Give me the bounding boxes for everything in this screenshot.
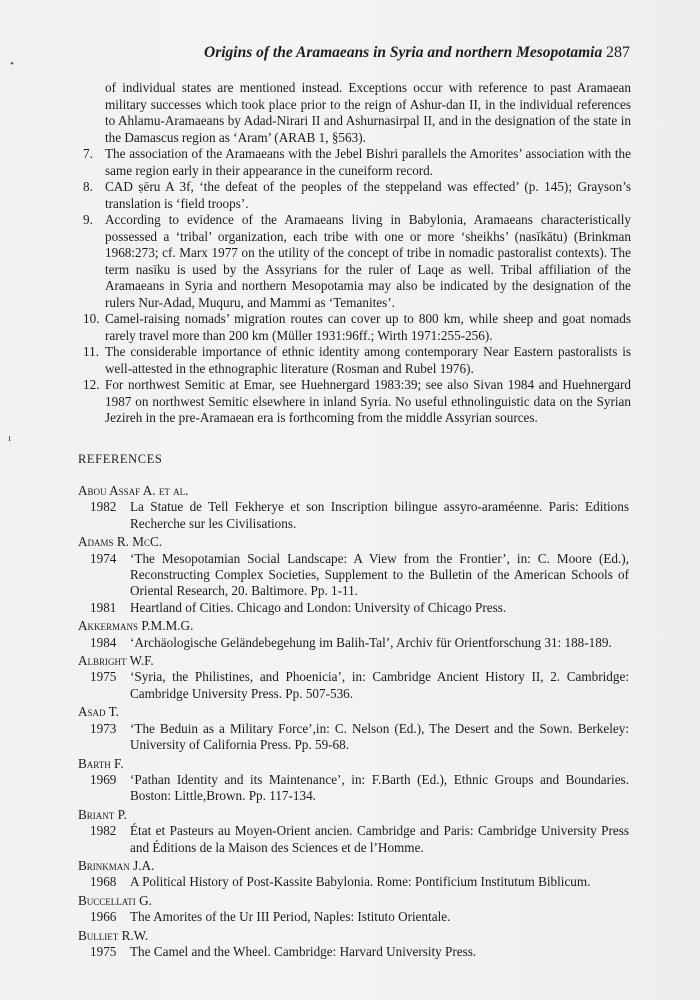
reference-text: A Political History of Post-Kassite Babylonia. Rome: Pontificium Institutum Biblicum. xyxy=(130,874,591,890)
endnote-number: 7. xyxy=(83,146,93,161)
reference-author: Asad T. xyxy=(78,704,119,720)
reference-author: Akkermans P.M.M.G. xyxy=(78,618,194,634)
reference-text: La Statue de Tell Fekherye et son Inscription bilingue assyro-araméenne. Paris: Editions Recherche sur les Civilisations. xyxy=(130,499,629,531)
reference-author: Barth F. xyxy=(78,755,124,771)
references-heading: REFERENCES xyxy=(78,452,163,466)
reference-text: ‘Syria, the Philistines, and Phoenicia’, in: Cambridge Ancient History II, 2. Cambridge: Cambridge University Press. Pp. 507-536. xyxy=(130,669,629,701)
endnote-text: The considerable importance of ethnic identity among contemporary Near Eastern pastoralists is well-attested in the ethnographic literature (Rosman and Rubel 1976). xyxy=(105,344,631,376)
endnote xyxy=(83,80,631,146)
endnote-text: Camel-raising nomads’ migration routes can cover up to 800 km, while sheep and goat nomads rarely travel more than 200 km (Müller 1931:96ff.; Wirth 1971:255-256). xyxy=(105,311,631,343)
reference-author: Brinkman J.A. xyxy=(78,857,155,873)
endnote-number: 12. xyxy=(83,377,100,392)
references-list xyxy=(78,481,631,960)
endnote-text: of individual states are mentioned instead. Exceptions occur with reference to past Aramaean military successes which took place prior to the reign of Ashur-dan II, in the individual references to Ahlamu-Aramaeans by Adad-Nirari II and Ashurnasirpal II, and in the designation of the state in the Damascus region as ‘Aram’ (ARAB 1, §563). xyxy=(105,80,631,145)
reference-entry xyxy=(78,909,631,925)
endnote-text: The association of the Aramaeans with the Jebel Bishri parallels the Amorites’ association with the same region early in their appearance in the cuneiform record. xyxy=(105,146,631,178)
reference-year: 1968 xyxy=(90,874,117,890)
endnote xyxy=(83,344,631,377)
reference-year: 1969 xyxy=(90,771,117,787)
reference-year: 1975 xyxy=(90,943,117,959)
reference-year: 1982 xyxy=(90,823,117,839)
reference-year: 1974 xyxy=(90,550,117,566)
reference-entry xyxy=(78,499,631,532)
reference-author: Abou Assaf A. et al. xyxy=(78,483,189,498)
running-title: Origins of the Aramaeans in Syria and northern Mesopotamia xyxy=(204,44,603,61)
reference-text: ‘Archäologische Geländebegehung im Balih-Tal’, Archiv für Orientforschung 31: 188-189. xyxy=(130,634,612,650)
endnote xyxy=(83,146,631,179)
reference-text: The Camel and the Wheel. Cambridge: Harvard University Press. xyxy=(130,943,477,959)
scan-mark: • xyxy=(10,58,14,70)
reference-text: ‘The Beduin as a Military Force’,in: C. Nelson (Ed.), The Desert and the Sown. Berkeley: University of California Press. Pp. 59-68. xyxy=(130,720,629,753)
endnote xyxy=(83,212,631,311)
reference-text: Heartland of Cities. Chicago and London: University of Chicago Press. xyxy=(130,599,507,615)
reference-entry xyxy=(78,944,631,960)
endnote-text: For northwest Semitic at Emar, see Huehnergard 1983:39; see also Sivan 1984 and Huehnergard 1987 on northwest Semitic elsewhere in inland Syria. No useful ethnolinguistic data on the Syrian Jezireh in the pre-Aramaean era is forthcoming from the middle Assyrian sources. xyxy=(105,377,631,425)
reference-year: 1966 xyxy=(90,909,117,925)
reference-text: ‘The Mesopotamian Social Landscape: A View from the Frontier’, in: C. Moore (Ed.), Reconstructing Complex Societies, Supplement to the Bulletin of the American Schools of Oriental Research, 20. Baltimore. Pp. 1-11. xyxy=(130,550,629,599)
endnote-number: 8. xyxy=(83,179,93,194)
page-number: 287 xyxy=(606,44,630,61)
reference-author: Buccellati G. xyxy=(78,892,152,908)
reference-entry xyxy=(78,669,631,702)
reference-text: État et Pasteurs au Moyen-Orient ancien. Cambridge and Paris: Cambridge University Press and Éditions de la Maison des Sciences et de l’Homme. xyxy=(130,823,629,855)
reference-author: Briant P. xyxy=(78,806,127,822)
reference-entry xyxy=(78,635,631,651)
scan-mark: ı xyxy=(8,432,12,444)
reference-entry xyxy=(78,772,631,805)
reference-year: 1975 xyxy=(90,669,117,685)
reference-entry xyxy=(78,874,631,890)
endnote-number: 9. xyxy=(83,212,93,227)
reference-entry xyxy=(78,823,631,856)
endnote-text: According to evidence of the Aramaeans living in Babylonia, Aramaeans characteristically possessed a ‘tribal’ organization, each tribe with one or more ‘sheikhs’ (nasīkātu) (Brinkman 1968:273; cf. Marx 1977 on the utility of the concept of tribe in nomadic pastoralist contexts). The term nasīku is used by the Assyrians for the ruler of Laqe as well. Tribal affiliation of the Aramaeans in Syria and northern Mesopotamia may also be indicated by the designation of the rulers Nur-Adad, Muquru, and Mammi as ‘Temanites’. xyxy=(105,212,631,310)
reference-text: ‘Pathan Identity and its Maintenance’, in: F.Barth (Ed.), Ethnic Groups and Boundaries. Boston: Little,Brown. Pp. 117-134. xyxy=(130,771,629,804)
reference-author: Bulliet R.W. xyxy=(78,927,149,943)
endnotes xyxy=(83,80,631,427)
reference-year: 1981 xyxy=(90,599,117,615)
reference-entry xyxy=(78,721,631,754)
reference-entry xyxy=(78,600,631,616)
endnote xyxy=(83,377,631,427)
endnote-number: 10. xyxy=(83,311,100,326)
reference-year: 1982 xyxy=(90,499,117,515)
reference-author: Adams R. McC. xyxy=(78,534,163,550)
endnote xyxy=(83,311,631,344)
reference-year: 1984 xyxy=(90,634,117,650)
endnote-number: 11. xyxy=(83,344,99,359)
endnote-text: CAD ṣēru A 3f, ‘the defeat of the peoples of the steppeland was effected’ (p. 145); Grayson’s translation is ‘field troops’. xyxy=(105,179,631,211)
reference-text: The Amorites of the Ur III Period, Naples: Istituto Orientale. xyxy=(130,909,451,925)
reference-entry xyxy=(78,551,631,600)
endnote xyxy=(83,179,631,212)
reference-year: 1973 xyxy=(90,720,117,736)
reference-author: Albright W.F. xyxy=(78,653,154,669)
